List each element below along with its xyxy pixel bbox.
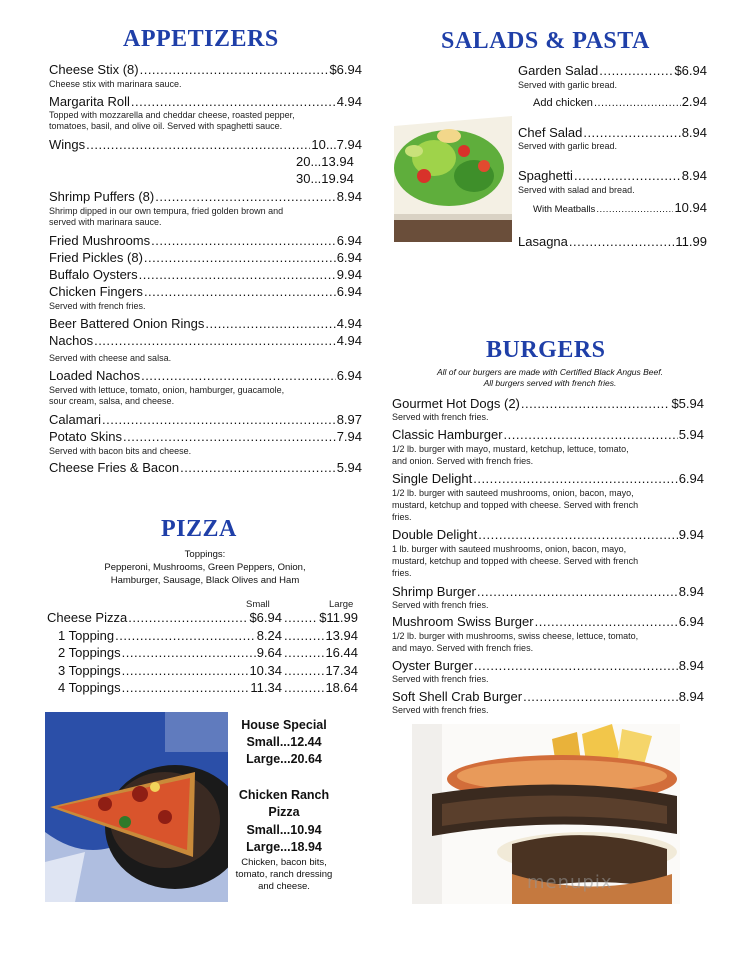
- item-desc: 1/2 lb. burger with mushrooms, swiss cheese, lettuce, tomato,: [392, 631, 639, 641]
- item-desc: Cheese stix with marinara sauce.: [49, 79, 182, 89]
- burgers-note: All of our burgers are made with Certified Black Angus Beef.: [437, 367, 663, 377]
- menu-item-potato-skins: [49, 429, 362, 445]
- item-price: 10.94: [674, 200, 707, 215]
- item-desc: served with marinara sauce.: [49, 217, 162, 227]
- wings-price-20: [296, 154, 354, 170]
- menu-item-soft-shell-crab: [392, 689, 704, 705]
- wings-price-30: [296, 171, 354, 187]
- item-price: 4.94: [336, 333, 362, 348]
- menu-item-lasagna: [518, 234, 707, 250]
- menu-item-margarita-roll: [49, 94, 362, 110]
- item-name: Chef Salad: [518, 125, 583, 140]
- item-desc: Served with french fries.: [49, 301, 146, 311]
- house-special-large: Large...20.64: [246, 752, 322, 766]
- item-price: $5.94: [671, 396, 704, 411]
- item-desc: 1 lb. burger with sauteed mushrooms, onion, bacon, mayo,: [392, 544, 627, 554]
- menu-item-buffalo-oysters: [49, 267, 362, 283]
- item-name: Classic Hamburger: [392, 427, 503, 442]
- item-price: 8.94: [681, 125, 707, 140]
- item-desc: 1/2 lb. burger with mayo, mustard, ketchup, lettuce, tomato,: [392, 444, 629, 454]
- pizza-row-large: [283, 680, 358, 696]
- item-price: 30...19.94: [296, 171, 354, 186]
- menu-item-loaded-nachos: [49, 368, 362, 384]
- menu-item-oyster-burger: [392, 658, 704, 674]
- item-desc: Served with garlic bread.: [518, 141, 618, 151]
- item-price: 9.94: [336, 267, 362, 282]
- item-desc: Topped with mozzarella and cheddar cheese, roasted pepper,: [49, 110, 295, 120]
- menu-item-single-delight: [392, 471, 704, 487]
- item-name: Mushroom Swiss Burger: [392, 614, 534, 629]
- salad-icon: [394, 96, 512, 242]
- item-price-small: 10.34: [249, 662, 282, 678]
- item-price-large: 18.64: [325, 680, 358, 695]
- menu-item-classic-hamburger: [392, 427, 704, 443]
- item-desc: and cheese.: [258, 881, 310, 892]
- item-name: Potato Skins: [49, 429, 122, 444]
- toppings-list: Pepperoni, Mushrooms, Green Peppers, Onion,: [104, 562, 306, 573]
- item-desc: fries.: [392, 568, 412, 578]
- item-name: Nachos: [49, 333, 94, 348]
- pizza-row-large: [283, 628, 358, 644]
- house-special-small: Small...12.44: [246, 735, 322, 749]
- pizza-row: [58, 680, 282, 696]
- item-name: 3 Toppings: [58, 662, 121, 678]
- item-desc: Served with french fries.: [392, 705, 489, 715]
- item-desc: and onion. Served with french fries.: [392, 456, 534, 466]
- item-price: 5.94: [336, 460, 362, 475]
- chicken-ranch-small: Small...10.94: [246, 823, 322, 837]
- item-desc: mustard, ketchup and topped with cheese. Served with french: [392, 556, 639, 566]
- menu-item-mushroom-swiss: [392, 614, 704, 630]
- item-name: Chicken Fingers: [49, 284, 143, 299]
- item-price-large: $11.99: [319, 610, 358, 625]
- item-price: 9.94: [678, 527, 704, 542]
- salads-heading: SALADS & PASTA: [441, 28, 650, 54]
- chicken-ranch-title: Chicken Ranch: [238, 788, 330, 802]
- item-price: 6.94: [678, 614, 704, 629]
- item-desc: Served with french fries.: [392, 600, 489, 610]
- salad-photo: [394, 96, 512, 242]
- item-price: 8.97: [336, 412, 362, 427]
- item-desc: Served with bacon bits and cheese.: [49, 446, 192, 456]
- column-header-small: Small: [246, 599, 270, 610]
- menu-item-meatballs: [533, 200, 707, 218]
- chicken-ranch-title: Pizza: [268, 805, 300, 819]
- item-desc: Served with salad and bread.: [518, 185, 635, 195]
- item-desc: Served with french fries.: [392, 674, 489, 684]
- item-price: 10...7.94: [311, 137, 362, 152]
- item-price: 20...13.94: [296, 154, 354, 169]
- item-price: 8.94: [678, 658, 704, 673]
- toppings-label: Toppings:: [184, 549, 226, 560]
- menu-item-onion-rings: [49, 316, 362, 332]
- menu-item-hot-dogs: [392, 396, 704, 412]
- item-desc: Served with cheese and salsa.: [49, 353, 172, 363]
- pizza-heading: PIZZA: [161, 516, 237, 542]
- item-price-large: 16.44: [325, 645, 358, 660]
- burgers-heading: BURGERS: [486, 337, 606, 363]
- item-name: 4 Toppings: [58, 680, 121, 695]
- pizza-slice-icon: [45, 712, 228, 902]
- item-price: 8.94: [336, 189, 362, 204]
- pizza-row: [58, 663, 282, 679]
- item-desc: Chicken, bacon bits,: [241, 857, 327, 868]
- item-price: 8.94: [678, 584, 704, 599]
- item-price-small: 9.64: [256, 645, 282, 660]
- pizza-row: [58, 645, 282, 661]
- menu-item-garden-salad: [518, 63, 707, 79]
- item-price: $6.94: [674, 63, 707, 78]
- item-desc: mustard, ketchup and topped with cheese. Served with french: [392, 500, 639, 510]
- pizza-row-large: [283, 663, 358, 679]
- item-name: Cheese Stix (8): [49, 62, 139, 77]
- item-price: 8.94: [678, 689, 704, 704]
- item-name: Fried Pickles (8): [49, 250, 143, 265]
- menu-item-wings: [49, 137, 362, 153]
- menu-item-cheese-stix: [49, 62, 362, 78]
- appetizers-heading: APPETIZERS: [123, 26, 279, 52]
- item-name: Single Delight: [392, 471, 473, 486]
- item-price-small: $6.94: [249, 610, 282, 625]
- menu-item-shrimp-puffers: [49, 189, 362, 205]
- house-special-title: House Special: [241, 718, 327, 732]
- menu-item-chicken-fingers: [49, 284, 362, 300]
- item-name: Gourmet Hot Dogs (2): [392, 396, 520, 411]
- item-name: Fried Mushrooms: [49, 233, 151, 248]
- item-name: Shrimp Burger: [392, 584, 476, 599]
- item-name: Wings: [49, 137, 86, 152]
- item-price: 6.94: [336, 233, 362, 248]
- menu-item-shrimp-burger: [392, 584, 704, 600]
- item-price: 8.94: [681, 168, 707, 183]
- item-name: Shrimp Puffers (8): [49, 189, 155, 204]
- menu-item-nachos: [49, 333, 362, 349]
- item-price: 7.94: [336, 429, 362, 444]
- pizza-row: [58, 628, 282, 644]
- item-desc: Shrimp dipped in our own tempura, fried golden brown and: [49, 206, 284, 216]
- item-price-large: 17.34: [325, 662, 358, 678]
- item-price: 6.94: [336, 284, 362, 299]
- menu-item-cheese-fries: [49, 460, 362, 476]
- item-desc: fries.: [392, 512, 412, 522]
- item-price: 4.94: [336, 316, 362, 331]
- item-price: 6.94: [336, 368, 362, 383]
- item-price: 6.94: [336, 250, 362, 265]
- item-price: 5.94: [678, 427, 704, 442]
- menu-item-spaghetti: [518, 168, 707, 184]
- chicken-ranch-large: Large...18.94: [246, 840, 322, 854]
- watermark: menupix: [527, 872, 613, 893]
- item-price: 11.99: [675, 234, 707, 249]
- item-desc: and mayo. Served with french fries.: [392, 643, 534, 653]
- item-price-small: 11.34: [250, 680, 282, 695]
- item-desc: 1/2 lb. burger with sauteed mushrooms, onion, bacon, mayo,: [392, 488, 634, 498]
- item-name: 2 Toppings: [58, 645, 121, 660]
- pizza-row-large: [283, 610, 358, 626]
- item-price: 2.94: [681, 94, 707, 109]
- item-name: Spaghetti: [518, 168, 573, 183]
- menu-item-fried-pickles: [49, 250, 362, 266]
- column-header-large: Large: [329, 599, 354, 610]
- menu-item-add-chicken: [533, 94, 707, 111]
- item-name: Oyster Burger: [392, 658, 473, 673]
- item-name: Add chicken: [533, 97, 593, 109]
- menu-item-calamari: [49, 412, 362, 428]
- item-name: Beer Battered Onion Rings: [49, 316, 205, 331]
- burgers-note: All burgers served with french fries.: [483, 378, 617, 388]
- item-name: Lasagna: [518, 234, 568, 249]
- item-price-small: 8.24: [256, 627, 282, 643]
- menu-item-double-delight: [392, 527, 704, 543]
- pizza-row: [47, 610, 282, 626]
- item-desc: tomato, ranch dressing: [235, 869, 333, 880]
- item-name: 1 Topping: [58, 627, 115, 643]
- item-desc: Served with garlic bread.: [518, 80, 618, 90]
- item-name: With Meatballs: [533, 204, 596, 215]
- item-name: Cheese Pizza: [47, 610, 128, 625]
- item-name: Garden Salad: [518, 63, 599, 78]
- item-name: Loaded Nachos: [49, 368, 141, 383]
- item-name: Calamari: [49, 412, 102, 427]
- item-price: 4.94: [336, 94, 362, 109]
- menu-item-chef-salad: [518, 125, 707, 141]
- item-name: Buffalo Oysters: [49, 267, 138, 282]
- item-name: Margarita Roll: [49, 94, 130, 109]
- item-price-large: 13.94: [325, 627, 358, 643]
- item-price: 6.94: [678, 471, 704, 486]
- menu-item-fried-mushrooms: [49, 233, 362, 249]
- item-name: Soft Shell Crab Burger: [392, 689, 523, 704]
- item-price: $6.94: [329, 62, 362, 77]
- item-desc: Served with french fries.: [392, 412, 489, 422]
- item-name: Cheese Fries & Bacon: [49, 460, 180, 475]
- toppings-list: Hamburger, Sausage, Black Olives and Ham: [110, 575, 300, 586]
- item-desc: sour cream, salsa, and cheese.: [49, 396, 175, 406]
- pizza-row-large: [283, 645, 358, 661]
- item-desc: Served with lettuce, tomato, onion, hamburger, guacamole,: [49, 385, 285, 395]
- item-desc: tomatoes, basil, and olive oil. Served with spaghetti sauce.: [49, 121, 283, 131]
- pizza-photo: [45, 712, 228, 902]
- item-name: Double Delight: [392, 527, 478, 542]
